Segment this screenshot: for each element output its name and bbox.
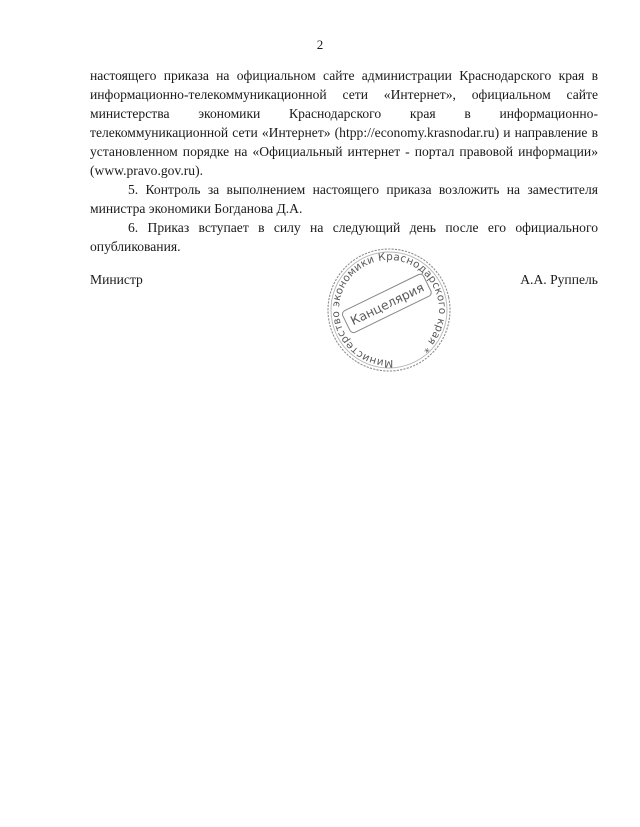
stamp-center-text: Канцелярия xyxy=(347,279,427,329)
signatory-name: А.А. Руппель xyxy=(520,272,598,287)
stamp-ring-text: Министерство экономики Краснодарского края * xyxy=(329,250,449,370)
page-number: 2 xyxy=(316,37,324,52)
document-body xyxy=(90,66,598,256)
paragraph-item-6: 6. Приказ вступает в силу на следующий день после его официального опубликования. xyxy=(90,220,598,254)
paragraph-item-5: 5. Контроль за выполнением настоящего приказа возложить на заместителя министра экономики Богданова Д.А. xyxy=(90,182,598,216)
paragraph-continuation: настоящего приказа на официальном сайте администрации Краснодарского края в информационно-телекоммуникационной сети «Интернет», официальном сайте министерства экономики Краснодарского края в информационно-телекоммуникационной сети «Интернет» (htpp://economy.krasnodar.ru) и направление в установленном порядке на «Официальный интернет - портал правовой информации» (www.pravo.gov.ru). xyxy=(90,68,598,178)
signatory-title: Министр xyxy=(90,272,143,287)
stamp-seal-icon xyxy=(314,246,464,374)
office-stamp xyxy=(314,246,464,374)
